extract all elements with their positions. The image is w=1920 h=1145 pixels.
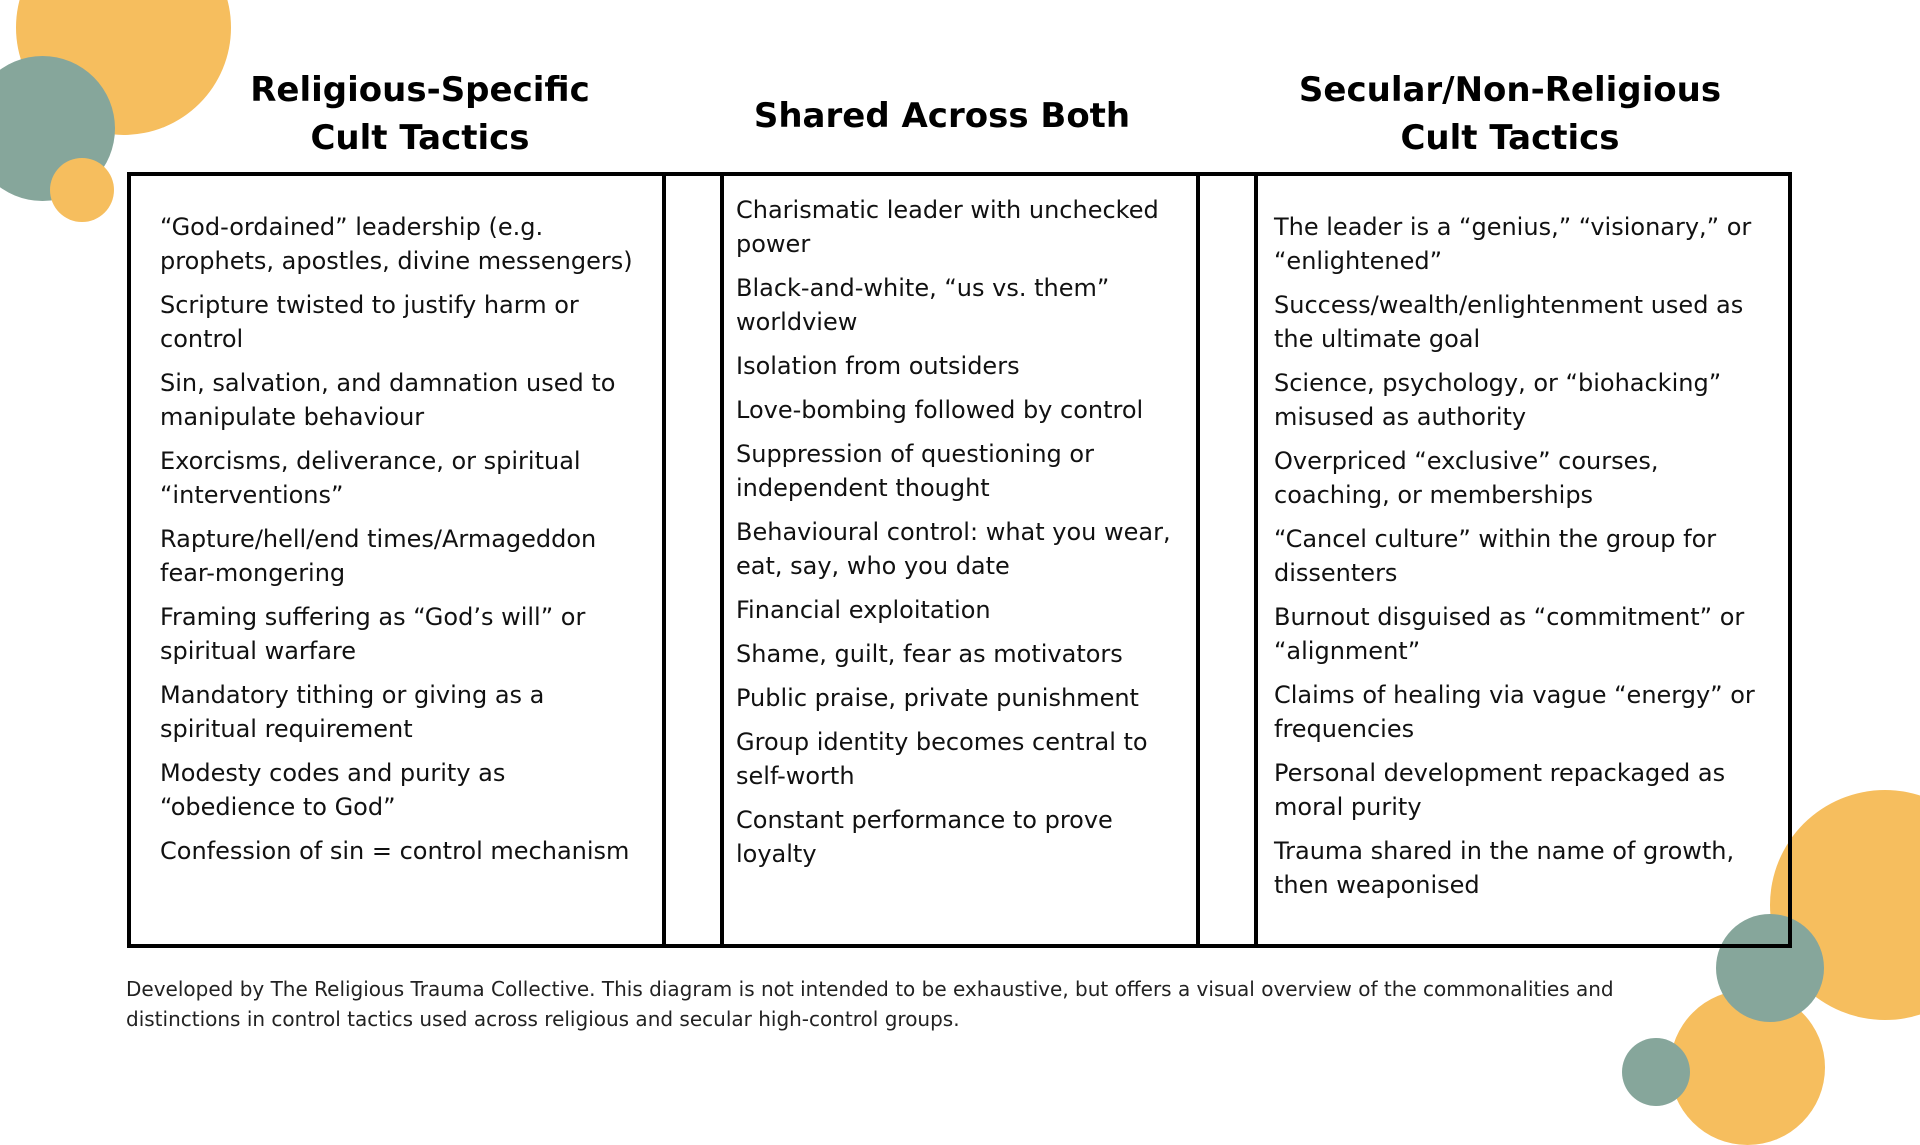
list-item: Scripture twisted to justify harm or control xyxy=(160,291,579,353)
list-item: Science, psychology, or “biohacking” misused as authority xyxy=(1274,369,1722,431)
heading-religious-line1: Religious-Specific xyxy=(250,70,590,110)
list-item: Behavioural control: what you wear, eat, say, who you date xyxy=(736,518,1171,580)
list-item: Sin, salvation, and damnation used to manipulate behaviour xyxy=(160,369,616,431)
list-item: Success/wealth/enlightenment used as the ultimate goal xyxy=(1274,291,1744,353)
list-item: Love-bombing followed by control xyxy=(736,396,1144,424)
list-item: Black-and-white, “us vs. them” worldview xyxy=(736,274,1110,336)
list-item: Claims of healing via vague “energy” or frequencies xyxy=(1274,681,1755,743)
decor-circle-yellow-small-top-left xyxy=(50,158,114,222)
list-item: Group identity becomes central to self-worth xyxy=(736,728,1148,790)
gap-box-right xyxy=(1196,172,1258,948)
list-item: Constant performance to prove loyalty xyxy=(736,806,1113,868)
religious-tactics-list xyxy=(160,210,640,878)
list-item: Personal development repackaged as moral purity xyxy=(1274,759,1726,821)
decor-circle-teal-bottom-right-small xyxy=(1622,1038,1690,1106)
heading-secular-line1: Secular/Non-Religious xyxy=(1298,70,1722,110)
list-item: Modesty codes and purity as “obedience to God” xyxy=(160,759,506,821)
list-item: Overpriced “exclusive” courses, coaching, or memberships xyxy=(1274,447,1659,509)
list-item: Charismatic leader with unchecked power xyxy=(736,196,1159,258)
list-item: Public praise, private punishment xyxy=(736,684,1139,712)
list-item: “God-ordained” leadership (e.g. prophets, apostles, divine messengers) xyxy=(160,213,633,275)
list-item: “Cancel culture” within the group for dissenters xyxy=(1274,525,1717,587)
heading-shared xyxy=(722,92,1162,140)
list-item: Rapture/hell/end times/Armageddon fear-mongering xyxy=(160,525,597,587)
list-item: Isolation from outsiders xyxy=(736,352,1020,380)
list-item: Confession of sin = control mechanism xyxy=(160,837,630,865)
list-item: Burnout disguised as “commitment” or “alignment” xyxy=(1274,603,1745,665)
shared-tactics-list xyxy=(736,193,1180,881)
heading-shared-line1: Shared Across Both xyxy=(753,96,1131,136)
heading-religious-line2: Cult Tactics xyxy=(310,118,530,158)
list-item: The leader is a “genius,” “visionary,” or “enlightened” xyxy=(1274,213,1752,275)
list-item: Mandatory tithing or giving as a spiritual requirement xyxy=(160,681,545,743)
list-item: Shame, guilt, fear as motivators xyxy=(736,640,1123,668)
footer-note: Developed by The Religious Trauma Collective. This diagram is not intended to be exhaustive, but offers a visual overview of the commonalities and distinctions in control tactics used across religious and secular high-control groups. xyxy=(126,977,1614,1031)
list-item: Trauma shared in the name of growth, then weaponised xyxy=(1274,837,1735,899)
list-item: Financial exploitation xyxy=(736,596,991,624)
secular-tactics-list xyxy=(1274,210,1774,912)
list-item: Suppression of questioning or independent thought xyxy=(736,440,1094,502)
list-item: Framing suffering as “God’s will” or spiritual warfare xyxy=(160,603,586,665)
heading-religious xyxy=(160,66,680,162)
heading-secular xyxy=(1250,66,1770,162)
gap-box-left xyxy=(662,172,724,948)
heading-secular-line2: Cult Tactics xyxy=(1400,118,1620,158)
list-item: Exorcisms, deliverance, or spiritual “interventions” xyxy=(160,447,581,509)
